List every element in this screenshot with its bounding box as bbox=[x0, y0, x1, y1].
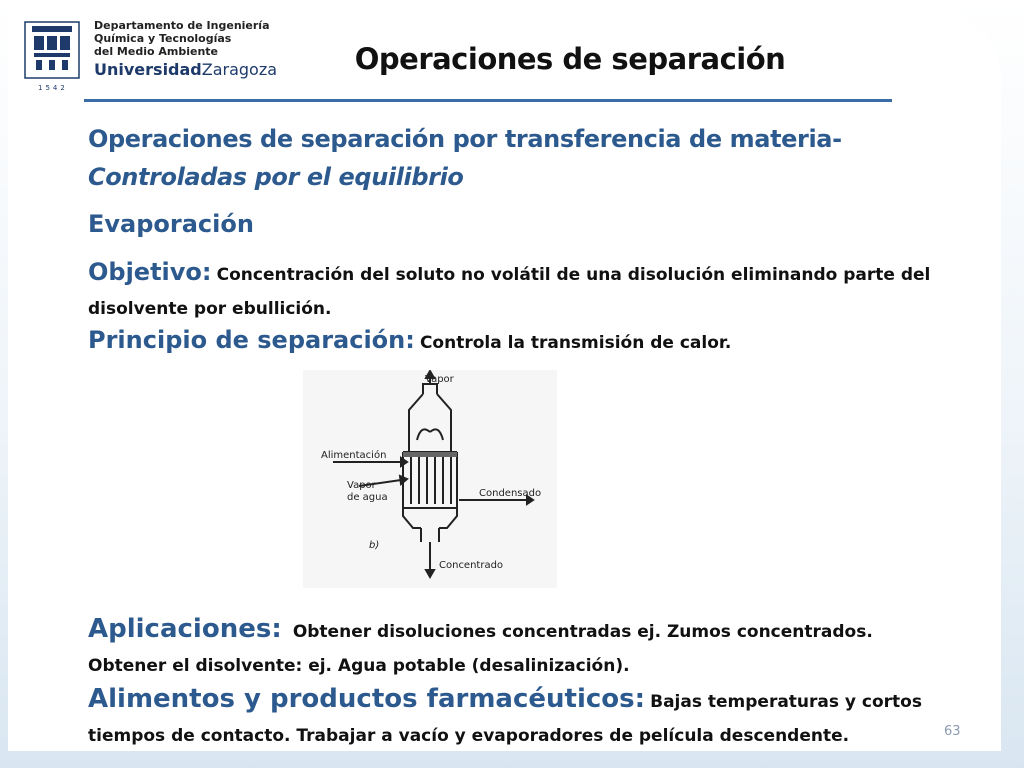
slide-subtitle bbox=[88, 120, 908, 196]
applications-block bbox=[88, 613, 968, 683]
university-name: UniversidadZaragoza bbox=[94, 60, 278, 79]
crest-icon bbox=[22, 20, 82, 80]
applications-label: Aplicaciones: bbox=[88, 614, 282, 644]
vessel-upper-body bbox=[409, 426, 451, 452]
objective-block bbox=[88, 256, 948, 326]
title-rule bbox=[84, 99, 892, 102]
principle-label: Principio de separación: bbox=[88, 326, 415, 354]
label-panel-tag: b) bbox=[369, 540, 380, 551]
steam-arrowhead bbox=[400, 476, 407, 484]
objective-label: Objetivo: bbox=[88, 258, 212, 286]
feed-arrowhead bbox=[401, 458, 407, 466]
bottom-nozzle bbox=[421, 528, 439, 542]
food-pharma-label: Alimentos y productos farmacéuticos: bbox=[88, 684, 646, 714]
university-logo bbox=[16, 16, 278, 92]
subtitle-line-1: Operaciones de separación por transferencia de materia- bbox=[88, 125, 842, 153]
vapor-flow-left bbox=[417, 429, 430, 440]
principle-block bbox=[88, 326, 948, 354]
vapor-flow-right bbox=[430, 429, 443, 440]
food-pharma-block bbox=[88, 682, 968, 753]
heating-tubes bbox=[411, 456, 451, 504]
label-vapor-top: Vapor bbox=[425, 374, 454, 385]
food-pharma-text: Bajas temperaturas y cortos tiempos de contacto. Trabajar a vacío y evaporadores de película descendente. bbox=[88, 692, 922, 746]
applications-text-2: Obtener el disolvente: ej. Agua potable (desalinización). bbox=[88, 656, 630, 676]
evaporation-heading: Evaporación bbox=[88, 210, 254, 238]
label-concentrate: Concentrado bbox=[439, 560, 504, 571]
liquid-level bbox=[403, 452, 457, 457]
subtitle-line-2: Controladas por el equilibrio bbox=[88, 163, 464, 191]
slide-title: Operaciones de separación bbox=[354, 42, 786, 76]
concentrate-arrowhead bbox=[426, 570, 434, 577]
principle-text: Controla la transmisión de calor. bbox=[419, 333, 732, 353]
vapor-outlet-pipe bbox=[423, 384, 437, 394]
label-steam-2: de agua bbox=[347, 492, 388, 503]
evaporator-diagram bbox=[303, 370, 557, 588]
evaporator-drawing bbox=[303, 370, 557, 588]
objective-text: Concentración del soluto no volátil de una disolución eliminando parte del disolvente por ebullición. bbox=[88, 265, 931, 319]
label-steam-1: Vapor bbox=[347, 480, 376, 491]
label-condensate: Condensado bbox=[479, 488, 542, 499]
applications-text-1: Obtener disoluciones concentradas ej. Zumos concentrados. bbox=[292, 622, 873, 642]
department-name: Departamento de Ingeniería Química y Tecnologías del Medio Ambiente bbox=[94, 19, 270, 58]
page-number: 63 bbox=[944, 724, 961, 739]
label-feed: Alimentación bbox=[321, 450, 387, 461]
founding-year: 1542 bbox=[38, 84, 68, 92]
vessel-hood bbox=[409, 394, 451, 426]
